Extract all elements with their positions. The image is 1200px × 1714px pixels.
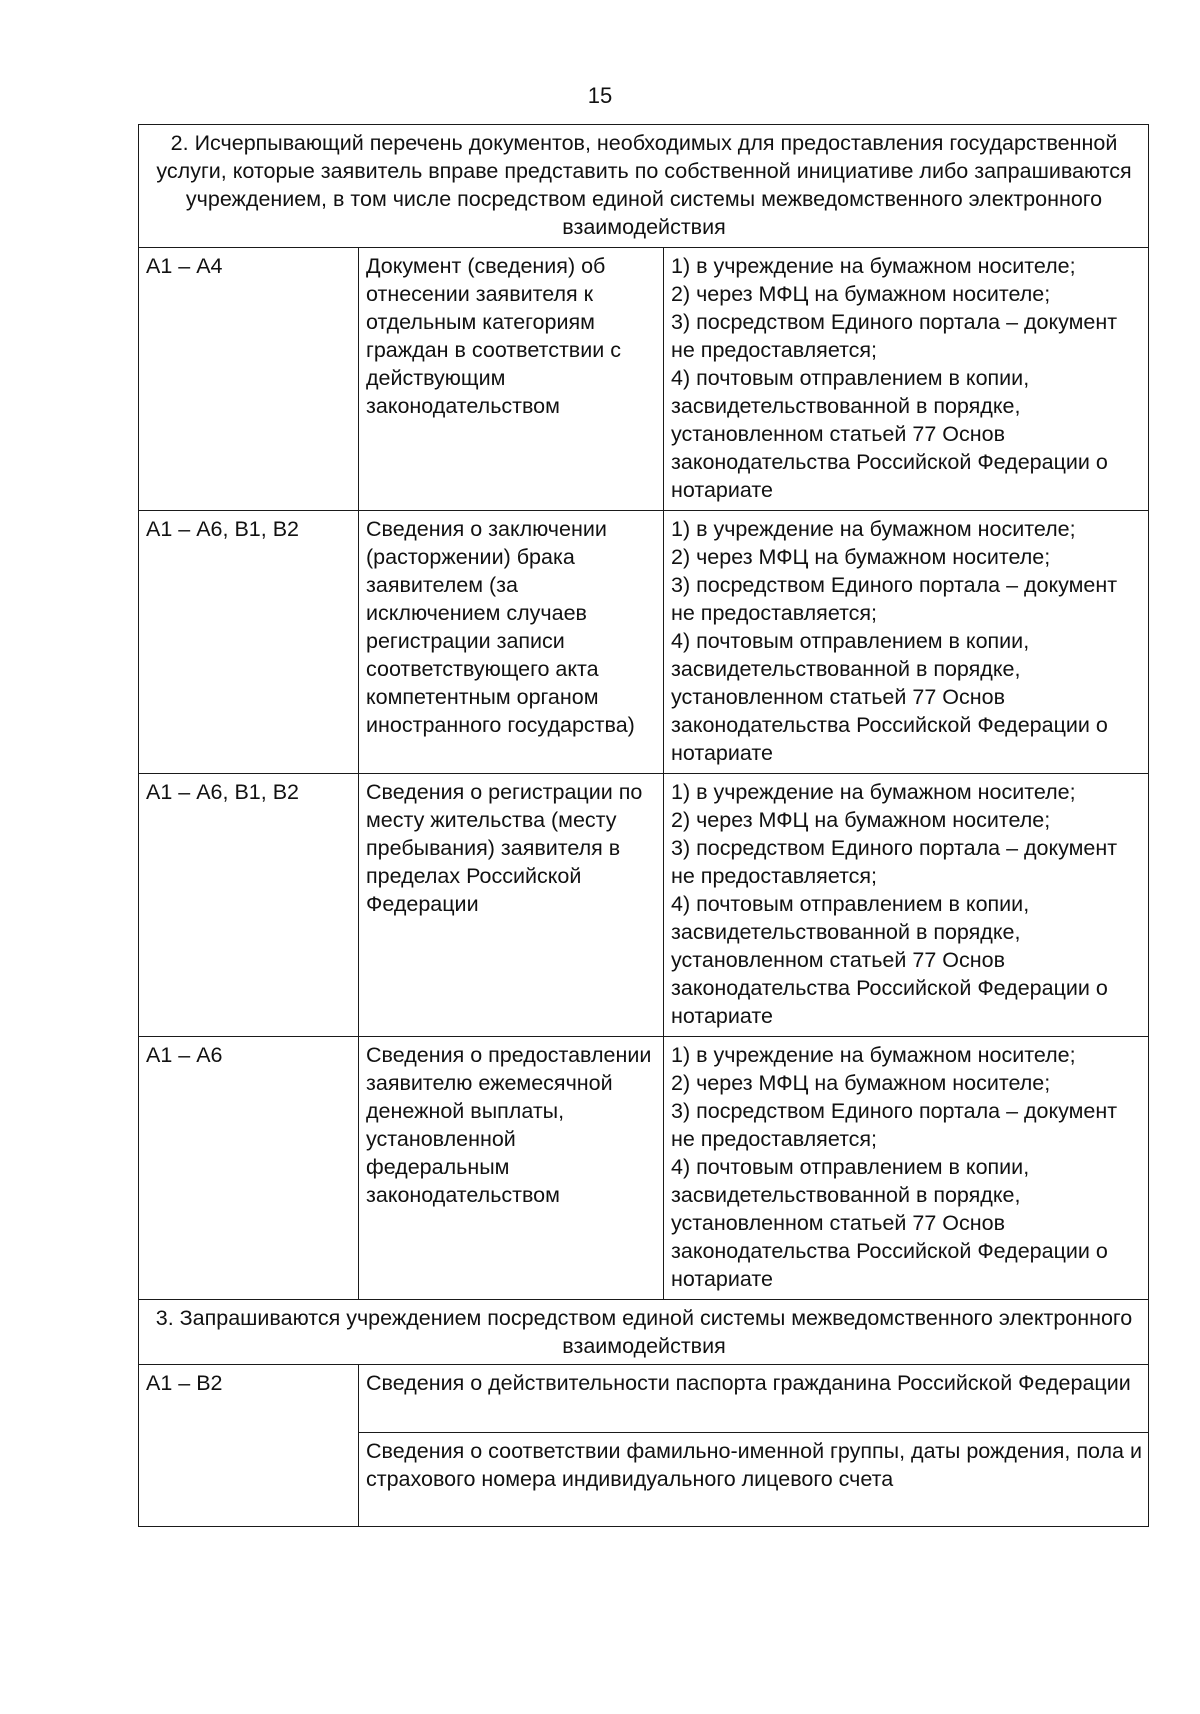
document-name-cell: Сведения о предоставлении заявителю ежемесячной денежной выплаты, установленной федеральным законодательством bbox=[359, 1037, 664, 1300]
section-2-header-row bbox=[139, 125, 1149, 248]
document-name-cell: Сведения о регистрации по месту жительства (месту пребывания) заявителя в пределах Российской Федерации bbox=[359, 774, 664, 1037]
category-code-cell: А1 – А6, В1, В2 bbox=[139, 511, 359, 774]
submission-methods-text: 1) в учреждение на бумажном носителе; 2) через МФЦ на бумажном носителе; 3) посредством Единого портала – документ не предоставляется; 4) почтовым отправлением в копии, засвидетельствованной в порядке, установленном статьей 77 Основ законодательства Российской Федерации о нотариате bbox=[671, 254, 1118, 502]
section-3-header: 3. Запрашиваются учреждением посредством единой системы межведомственного электронного взаимодействия bbox=[139, 1300, 1149, 1365]
section-2-header: 2. Исчерпывающий перечень документов, необходимых для предоставления государственной услуги, которые заявитель вправе представить по собственной инициативе либо запрашиваются учреждением, в том числе посредством единой системы межведомственного электронного взаимодействия bbox=[139, 125, 1149, 248]
page-number: 15 bbox=[587, 83, 613, 108]
section-3-header-row bbox=[139, 1300, 1149, 1365]
submission-methods-cell bbox=[664, 511, 1149, 774]
submission-methods-cell bbox=[664, 1037, 1149, 1300]
table-row bbox=[139, 1365, 1149, 1433]
submission-methods-cell bbox=[664, 774, 1149, 1037]
submission-methods-text: 1) в учреждение на бумажном носителе; 2) через МФЦ на бумажном носителе; 3) посредством Единого портала – документ не предоставляется; 4) почтовым отправлением в копии, засвидетельствованной в порядке, установленном статьей 77 Основ законодательства Российской Федерации о нотариате bbox=[671, 517, 1118, 765]
table-row bbox=[139, 774, 1149, 1037]
submission-methods-text: 1) в учреждение на бумажном носителе; 2) через МФЦ на бумажном носителе; 3) посредством Единого портала – документ не предоставляется; 4) почтовым отправлением в копии, засвидетельствованной в порядке, установленном статьей 77 Основ законодательства Российской Федерации о нотариате bbox=[671, 780, 1118, 1028]
requested-info-cell: Сведения о действительности паспорта гражданина Российской Федерации bbox=[359, 1365, 1149, 1433]
category-code-cell: А1 – А6 bbox=[139, 1037, 359, 1300]
document-name-cell: Документ (сведения) об отнесении заявителя к отдельным категориям граждан в соответствии с действующим законодательством bbox=[359, 248, 664, 511]
submission-methods-text: 1) в учреждение на бумажном носителе; 2) через МФЦ на бумажном носителе; 3) посредством Единого портала – документ не предоставляется; 4) почтовым отправлением в копии, засвидетельствованной в порядке, установленном статьей 77 Основ законодательства Российской Федерации о нотариате bbox=[671, 1043, 1118, 1291]
table-row bbox=[139, 1037, 1149, 1300]
table-row bbox=[139, 511, 1149, 774]
category-code-cell: А1 – В2 bbox=[139, 1365, 359, 1527]
requested-info-cell: Сведения о соответствии фамильно-именной группы, даты рождения, пола и страхового номера индивидуального лицевого счета bbox=[359, 1433, 1149, 1527]
category-code-cell: А1 – А6, В1, В2 bbox=[139, 774, 359, 1037]
documents-table bbox=[138, 124, 1149, 1527]
submission-methods-cell bbox=[664, 248, 1149, 511]
category-code-cell: А1 – А4 bbox=[139, 248, 359, 511]
table-row bbox=[139, 248, 1149, 511]
document-name-cell: Сведения о заключении (расторжении) брака заявителем (за исключением случаев регистрации записи соответствующего акта компетентным органом иностранного государства) bbox=[359, 511, 664, 774]
